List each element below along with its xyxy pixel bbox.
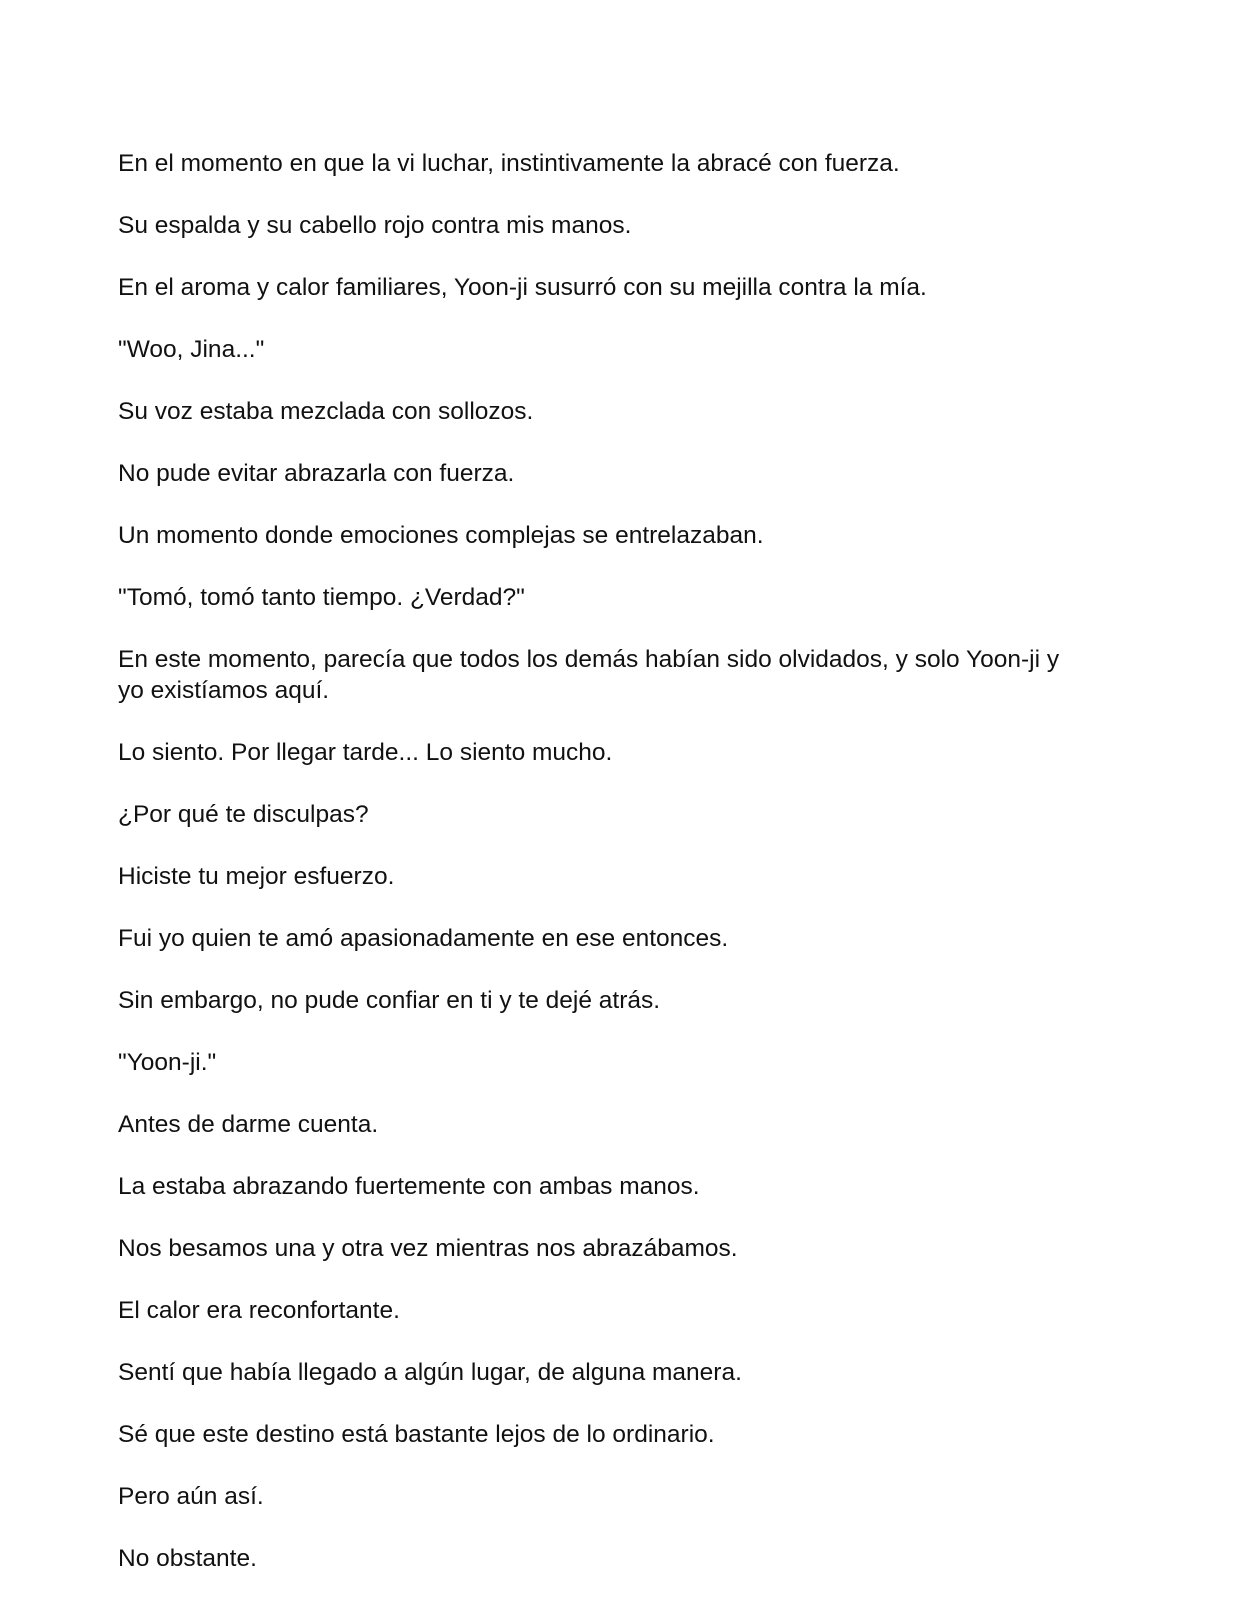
paragraph: No pude evitar abrazarla con fuerza. bbox=[118, 460, 515, 487]
paragraph: Su voz estaba mezclada con sollozos. bbox=[118, 398, 534, 425]
paragraph: Sin embargo, no pude confiar en ti y te dejé atrás. bbox=[118, 987, 661, 1014]
paragraph: Pero aún así. bbox=[118, 1483, 264, 1510]
paragraph: Hiciste tu mejor esfuerzo. bbox=[118, 863, 395, 890]
paragraph: No obstante. bbox=[118, 1545, 257, 1572]
paragraph: En el momento en que la vi luchar, instintivamente la abracé con fuerza. bbox=[118, 150, 900, 177]
paragraph: "Yoon-ji." bbox=[118, 1049, 217, 1076]
paragraph: Un momento donde emociones complejas se entrelazaban. bbox=[118, 522, 764, 549]
paragraph: ¿Por qué te disculpas? bbox=[118, 801, 369, 828]
paragraph: Sentí que había llegado a algún lugar, de alguna manera. bbox=[118, 1359, 742, 1386]
paragraph: "Woo, Jina..." bbox=[118, 336, 265, 363]
text-body bbox=[118, 148, 1078, 1605]
paragraph: Lo siento. Por llegar tarde... Lo siento mucho. bbox=[118, 739, 613, 766]
paragraph: En este momento, parecía que todos los demás habían sido olvidados, y solo Yoon-ji y yo existíamos aquí. bbox=[118, 646, 1060, 704]
paragraph: "Tomó, tomó tanto tiempo. ¿Verdad?" bbox=[118, 584, 525, 611]
paragraph: Su espalda y su cabello rojo contra mis manos. bbox=[118, 212, 632, 239]
paragraph: Nos besamos una y otra vez mientras nos abrazábamos. bbox=[118, 1235, 738, 1262]
paragraph: Fui yo quien te amó apasionadamente en ese entonces. bbox=[118, 925, 729, 952]
paragraph: Antes de darme cuenta. bbox=[118, 1111, 379, 1138]
paragraph: Sé que este destino está bastante lejos de lo ordinario. bbox=[118, 1421, 715, 1448]
paragraph: En el aroma y calor familiares, Yoon-ji susurró con su mejilla contra la mía. bbox=[118, 274, 927, 301]
paragraph: La estaba abrazando fuertemente con ambas manos. bbox=[118, 1173, 700, 1200]
paragraph: El calor era reconfortante. bbox=[118, 1297, 400, 1324]
